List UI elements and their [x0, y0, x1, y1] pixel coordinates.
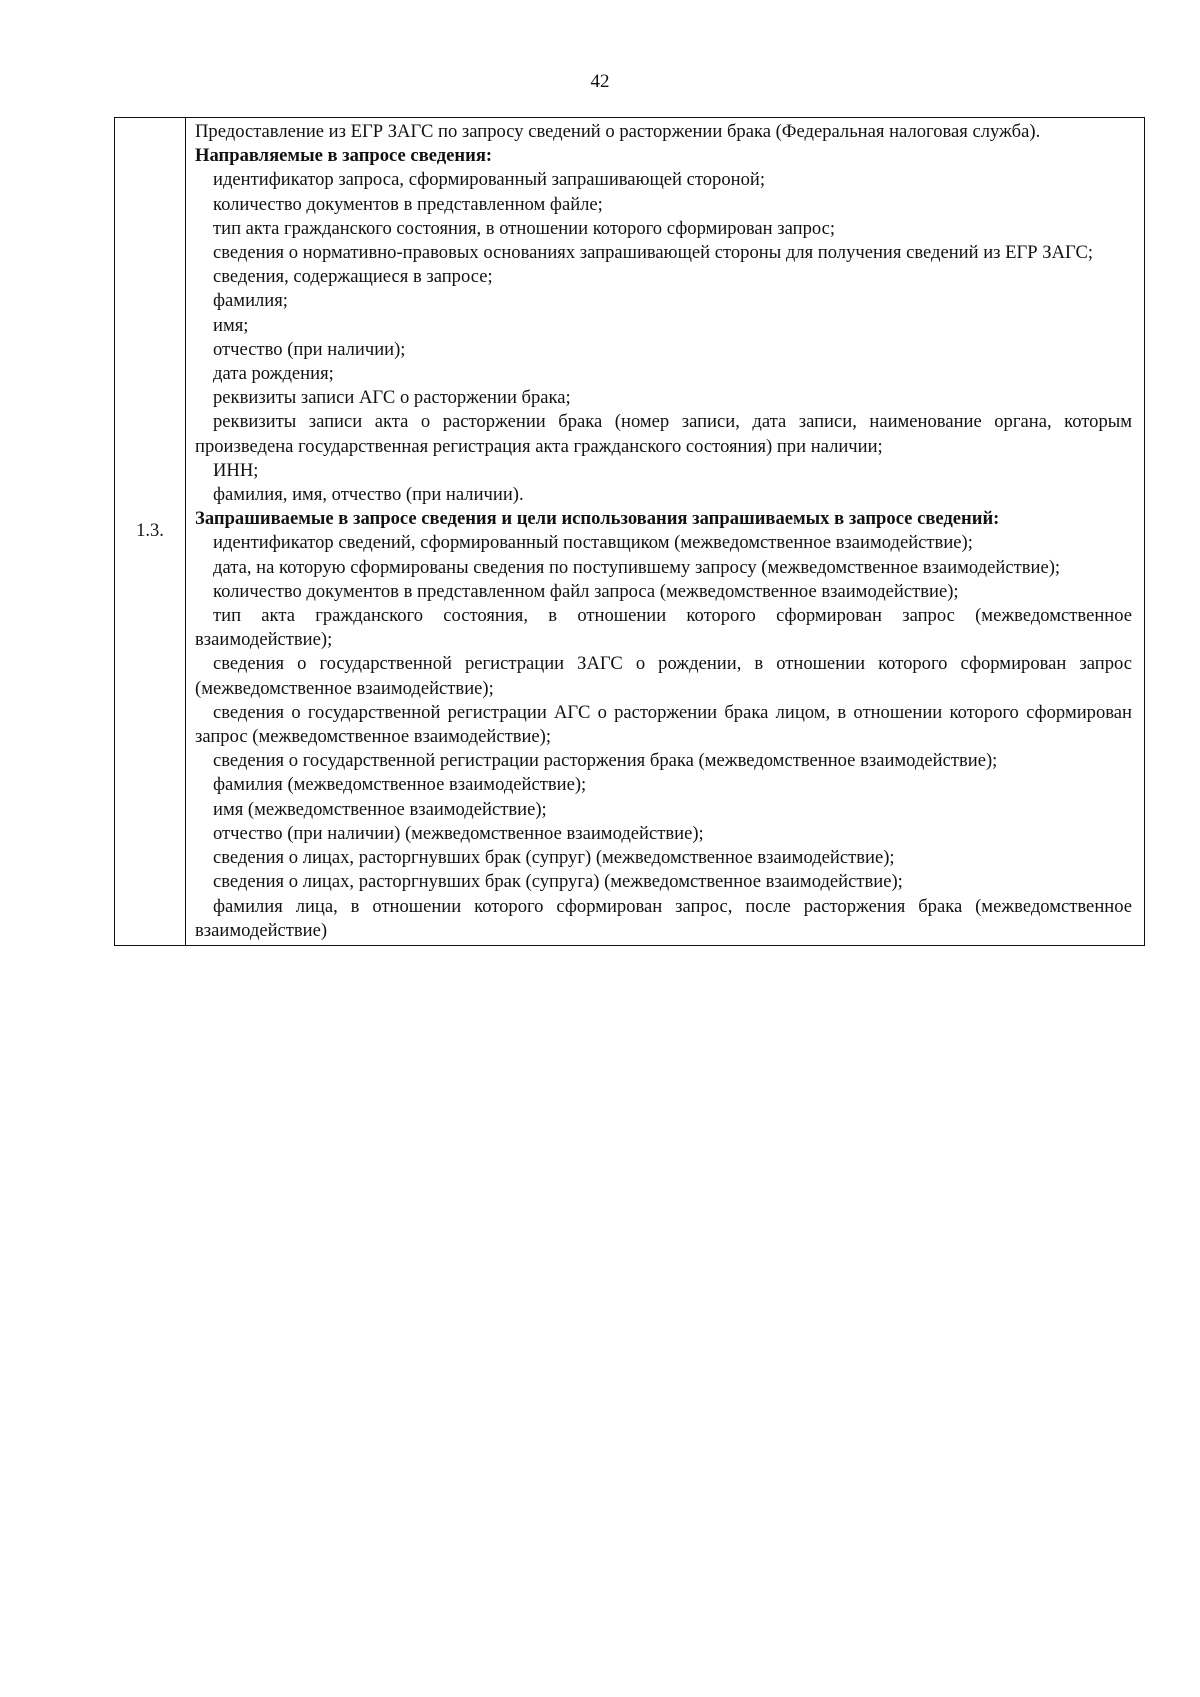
row-number: 1.3.	[115, 118, 186, 946]
list-item: фамилия;	[213, 290, 288, 312]
row-intro: Предоставление из ЕГР ЗАГС по запросу сведений о расторжении брака (Федеральная налоговая служба).	[195, 121, 1041, 142]
sent-heading: Направляемые в запросе сведения:	[195, 145, 493, 167]
list-item: сведения о государственной регистрации АГС о расторжении брака лицом, в отношении которого сформирован запрос (межведомственное взаимодействие);	[195, 701, 1132, 748]
list-item: дата, на которую сформированы сведения по поступившему запросу (межведомственное взаимодействие);	[213, 556, 1061, 578]
list-item: сведения о государственной регистрации расторжения брака (межведомственное взаимодействие);	[213, 750, 998, 772]
list-item: количество документов в представленном файле;	[213, 193, 603, 215]
page-number: 42	[590, 71, 610, 92]
list-item: тип акта гражданского состояния, в отношении которого сформирован запрос;	[213, 217, 836, 239]
list-item: отчество (при наличии) (межведомственное взаимодействие);	[213, 822, 704, 844]
requested-heading: Запрашиваемые в запросе сведения и цели использования запрашиваемых в запросе сведений:	[195, 508, 1000, 530]
list-item: сведения о нормативно-правовых основаниях запрашивающей стороны для получения сведений из ЕГР ЗАГС;	[213, 242, 1094, 264]
sent-list	[195, 168, 1132, 507]
list-item: реквизиты записи АГС о расторжении брака;	[213, 387, 571, 409]
list-item: сведения о лицах, расторгнувших брак (супруга) (межведомственное взаимодействие);	[213, 871, 903, 893]
requirements-table	[114, 117, 1145, 946]
list-item: фамилия (межведомственное взаимодействие);	[213, 774, 587, 796]
list-item: идентификатор запроса, сформированный запрашивающей стороной;	[213, 169, 766, 191]
list-item: фамилия лица, в отношении которого сформирован запрос, после расторжения брака (межведомственное взаимодействие)	[195, 895, 1132, 941]
list-item: фамилия, имя, отчество (при наличии).	[213, 484, 524, 506]
list-item: тип акта гражданского состояния, в отношении которого сформирован запрос (межведомственное взаимодействие);	[195, 605, 1132, 651]
list-item: ИНН;	[213, 459, 259, 481]
requested-list	[195, 531, 1132, 942]
list-item: количество документов в представленном файл запроса (межведомственное взаимодействие);	[213, 580, 959, 602]
list-item: дата рождения;	[213, 363, 334, 385]
row-content	[186, 118, 1145, 946]
list-item: имя (межведомственное взаимодействие);	[213, 798, 547, 820]
list-item: идентификатор сведений, сформированный поставщиком (межведомственное взаимодействие);	[213, 532, 973, 554]
list-item: сведения о государственной регистрации ЗАГС о рождении, в отношении которого сформирован запрос (межведомственное взаимодействие);	[195, 653, 1132, 699]
list-item: сведения о лицах, расторгнувших брак (супруг) (межведомственное взаимодействие);	[213, 847, 895, 869]
list-item: отчество (при наличии);	[213, 338, 406, 360]
list-item: реквизиты записи акта о расторжении брака (номер записи, дата записи, наименование органа, которым произведена государственная регистрация акта гражданского состояния) при наличии;	[195, 411, 1132, 457]
list-item: сведения, содержащиеся в запросе;	[213, 266, 493, 288]
list-item: имя;	[213, 314, 249, 336]
table-row	[115, 118, 1145, 946]
